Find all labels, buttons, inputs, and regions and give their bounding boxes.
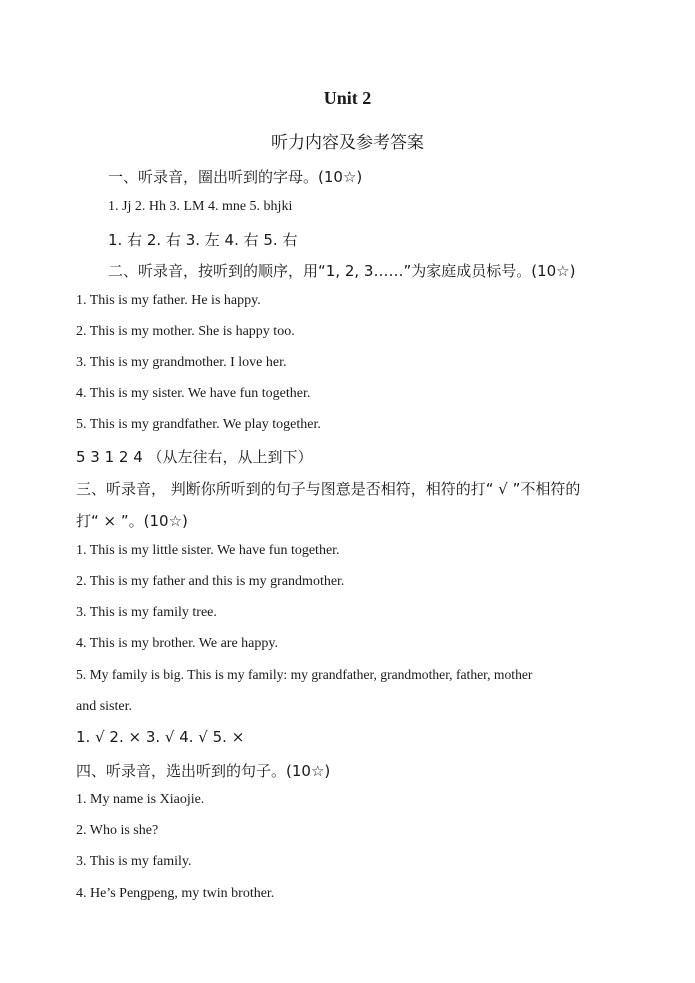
section-2-line-5: 5. This is my grandfather. We play together. [76, 417, 321, 432]
section-3-line-1: 1. This is my little sister. We have fun together. [76, 543, 340, 558]
section-1-answer: 1. 右 2. 右 3. 左 4. 右 5. 右 [108, 231, 298, 249]
section-3-line-5-continued: and sister. [76, 699, 132, 714]
section-1-letters: 1. Jj 2. Hh 3. LM 4. mne 5. bhjki [108, 199, 293, 214]
section-2-heading: 二、听录音，按听到的顺序，用“1, 2, 3……”为家庭成员标号。(10☆) [108, 262, 576, 280]
section-3-line-3: 3. This is my family tree. [76, 605, 217, 620]
document-subtitle: 听力内容及参考答案 [271, 133, 424, 152]
section-2-line-2: 2. This is my mother. She is happy too. [76, 324, 295, 339]
section-3-line-5: 5. My family is big. This is my family: my grandfather, grandmother, father, mother [76, 667, 533, 682]
section-1-heading: 一、听录音，圈出听到的字母。(10☆) [108, 168, 363, 186]
section-3-heading-line-1: 三、听录音， 判断你所听到的句子与图意是否相符，相符的打“ √ ”不相符的 [76, 480, 581, 498]
section-4-line-1: 1. My name is Xiaojie. [76, 792, 205, 807]
section-4-line-3: 3. This is my family. [76, 854, 192, 869]
section-4-heading: 四、听录音，选出听到的句子。(10☆) [76, 762, 331, 780]
section-3-line-2: 2. This is my father and this is my grandmother. [76, 574, 345, 589]
section-3-line-4: 4. This is my brother. We are happy. [76, 636, 278, 651]
section-4-line-2: 2. Who is she? [76, 823, 159, 838]
section-2-line-4: 4. This is my sister. We have fun together. [76, 386, 311, 401]
section-3-answer: 1. √ 2. × 3. √ 4. √ 5. × [76, 728, 245, 746]
section-2-line-3: 3. This is my grandmother. I love her. [76, 355, 287, 370]
section-2-answer: 5 3 1 2 4 （从左往右，从上到下） [76, 448, 313, 466]
section-2-line-1: 1. This is my father. He is happy. [76, 293, 261, 308]
section-4-line-4: 4. He’s Pengpeng, my twin brother. [76, 886, 275, 901]
unit-title: Unit 2 [323, 88, 372, 108]
section-3-heading-line-2: 打“ × ”。(10☆) [76, 512, 188, 530]
